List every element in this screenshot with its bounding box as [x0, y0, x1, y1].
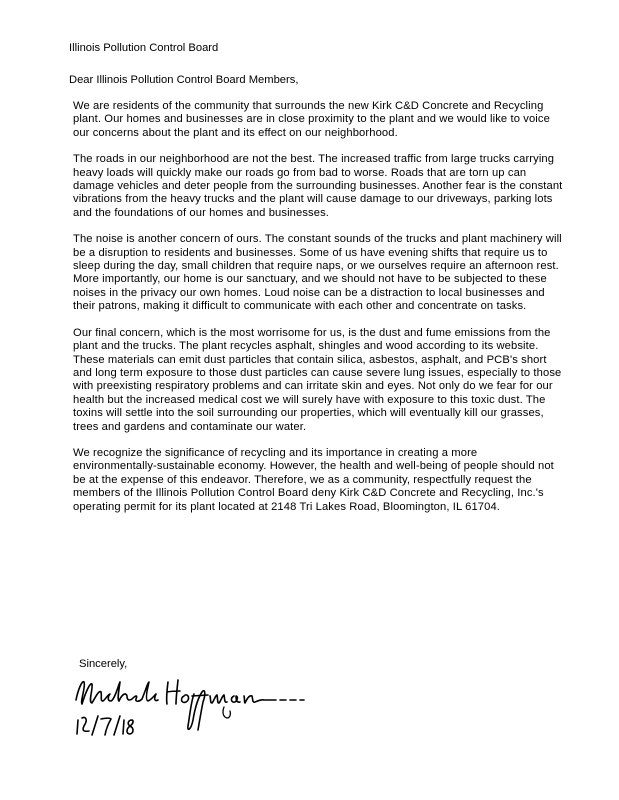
- paragraph-dust: Our final concern, which is the most worrisome for us, is the dust and fume emissions from the plant and the trucks. The plant recycles asphalt, shingles and wood according to its website. These materials can emit dust particles that contain silica, asbestos, asphalt, and PCB's short and long term exposure to those dust particles can cause severe lung issues, especially to those with preexisting respiratory problems and can irritate skin and eyes. Not only do we fear for our health but the increased medical cost we will surely have with exposure to this toxic dust. The toxins will settle into the soil surrounding our properties, which will eventually kill our grasses, trees and gardens and contaminate our water.: [73, 326, 562, 433]
- letter-salutation: Dear Illinois Pollution Control Board Members,: [69, 74, 299, 86]
- letter-closing: Sincerely,: [79, 658, 128, 670]
- handwritten-signature: [68, 672, 328, 738]
- paragraph-roads: The roads in our neighborhood are not the best. The increased traffic from large trucks carrying heavy loads will quickly make our roads go from bad to worse. Roads that are torn up can damage vehicles and deter people from the surrounding businesses. Another fear is the constant vibrations from the heavy trucks and the plant will cause damage to our driveways, parking lots and the foundations of our homes and businesses.: [73, 153, 563, 219]
- paragraph-noise: The noise is another concern of ours. The constant sounds of the trucks and plant machinery will be a disruption to residents and businesses. Some of us have evening shifts that require us to sleep during the day, small children that require naps, or we ourselves require an afternoon rest. More importantly, our home is our sanctuary, and we should not have to be subjected to these noises in the privacy our own homes. Loud noise can be a distraction to local businesses and their patrons, making it difficult to communicate with each other and concentrate on tasks.: [73, 233, 562, 313]
- handwritten-mark: [219, 703, 235, 723]
- letter-body: [73, 100, 563, 527]
- letter-addressee: Illinois Pollution Control Board: [69, 42, 219, 54]
- paragraph-intro: We are residents of the community that surrounds the new Kirk C&D Concrete and Recycling plant. Our homes and businesses are in close proximity to the plant and we would like to voice our concerns about the plant and its effect on our neighborhood.: [73, 100, 550, 139]
- paragraph-request: We recognize the significance of recycling and its importance in creating a more environmentally-sustainable economy. However, the health and well-being of people should not be at the expense of this endeavor. Therefore, we as a community, respectfully request the members of the Illinois Pollution Control Board deny Kirk C&D Concrete and Recycling, Inc.'s operating permit for its plant located at 2148 Tri Lakes Road, Bloomington, IL 61704.: [73, 446, 554, 513]
